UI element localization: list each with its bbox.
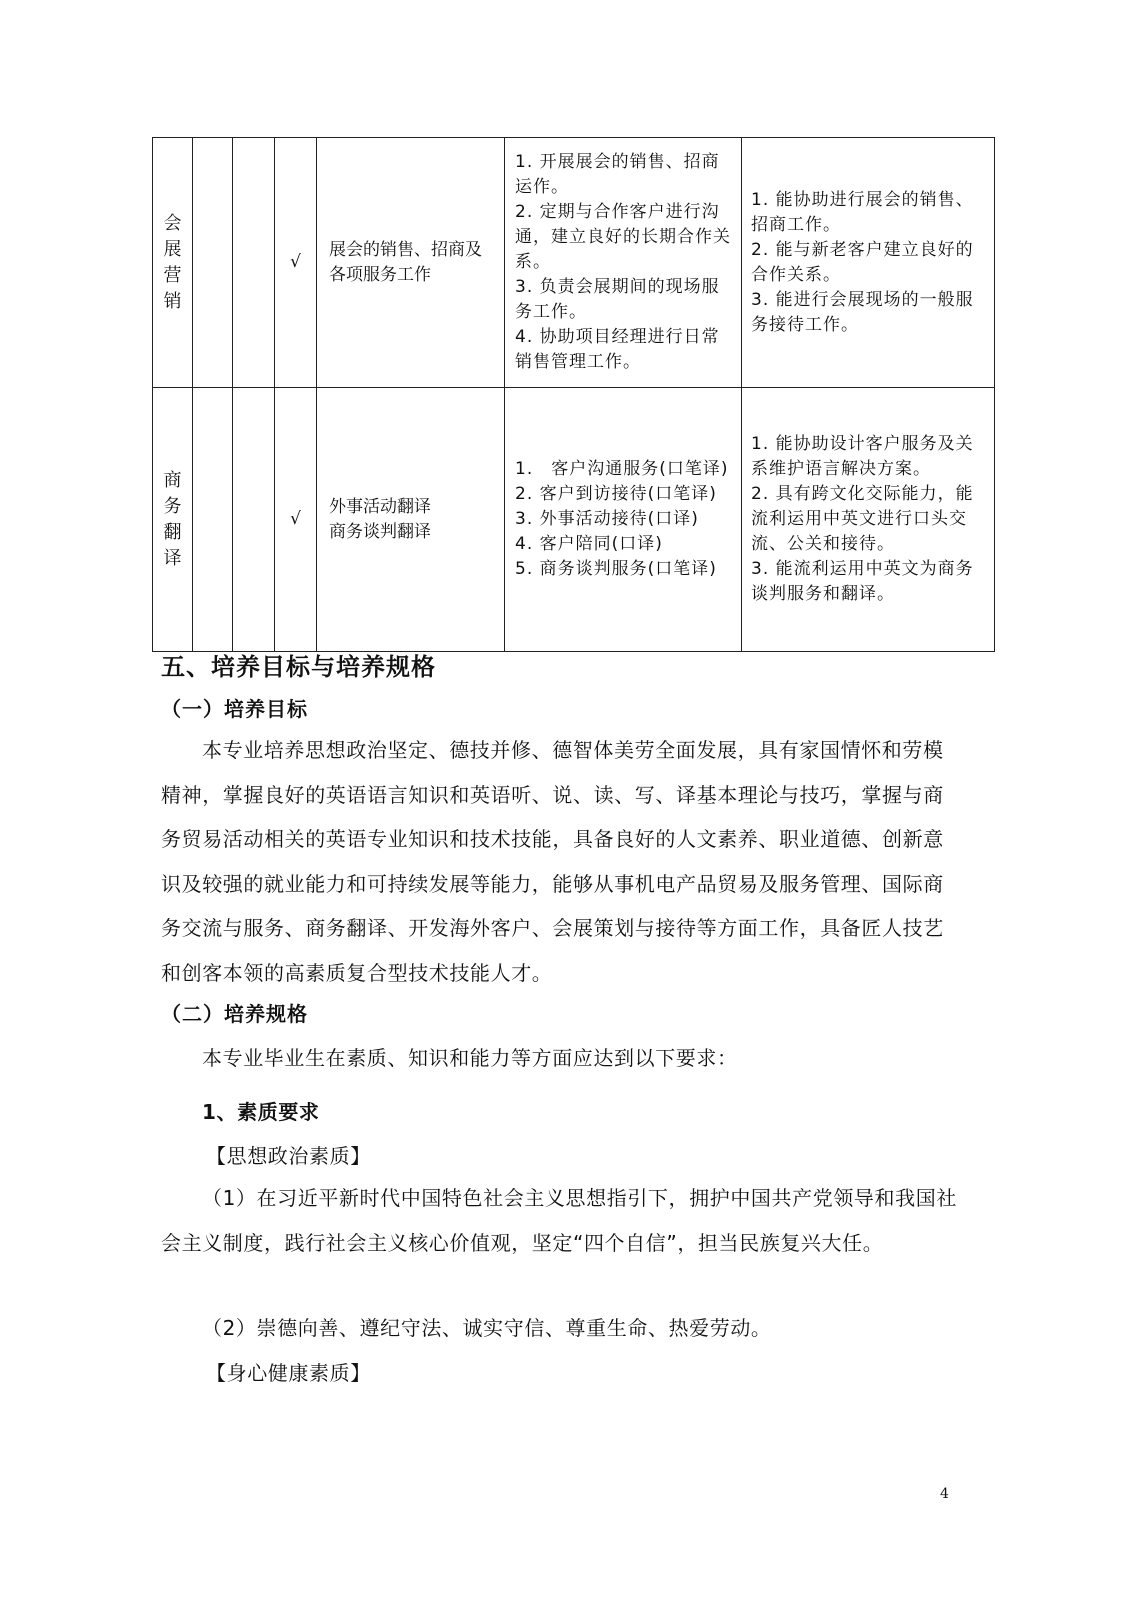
ability-item: 3. 能流利运用中英文为商务谈判服务和翻译。 (751, 559, 974, 604)
empty-cell (233, 388, 275, 652)
section-title: 五、培养目标与培养规格 (161, 653, 436, 681)
page-number: 4 (940, 1486, 949, 1502)
spec-intro: 本专业毕业生在素质、知识和能力等方面应达到以下要求： (202, 1046, 738, 1070)
table-row (153, 388, 995, 652)
category-cell (153, 388, 193, 652)
category-label: 商务翻译 (163, 469, 182, 569)
task-item: 4. 客户陪同(口译) (515, 534, 663, 554)
spec-heading: （二）培养规格 (161, 1002, 308, 1026)
table-row (153, 138, 995, 388)
category-label: 会展营销 (163, 212, 182, 312)
ability-item: 1. 能协助进行展会的销售、招商工作。 (751, 189, 974, 235)
empty-cell (193, 138, 233, 388)
check-mark: √ (275, 388, 317, 652)
task-item: 3. 负责会展期间的现场服务工作。 (515, 277, 720, 322)
task-item: 1. 开展展会的销售、招商运作。 (515, 152, 720, 197)
task-item: 3. 外事活动接待(口译) (515, 509, 699, 529)
goal-paragraph: 本专业培养思想政治坚定、德技并修、德智体美劳全面发展，具有家国情怀和劳模精神，掌握良好的英语语言知识和英语听、说、读、写、译基本理论与技巧，掌握与商务贸易活动相关的英语专业知识和技术技能，具备良好的人文素养、职业道德、创新意识及较强的就业能力和可持续发展等能力，能够从事机电产品贸易及服务管理、国际商务交流与服务、商务翻译、开发海外客户、会展策划与接待等方面工作，具备匠人技艺和创客本领的高素质复合型技术技能人才。 (161, 738, 944, 985)
ideology-heading: 【思想政治素质】 (206, 1144, 371, 1168)
tasks-cell (505, 388, 742, 652)
empty-cell (193, 388, 233, 652)
ability-item: 3. 能进行会展现场的一般服务接待工作。 (751, 289, 974, 335)
tasks-cell (505, 138, 742, 388)
ability-item: 1. 能协助设计客户服务及关系维护语言解决方案。 (751, 434, 974, 479)
task-item: 5. 商务谈判服务(口笔译) (515, 559, 717, 579)
abilities-cell (742, 138, 995, 388)
position-text: 外事活动翻译 商务谈判翻译 (329, 496, 431, 542)
position-cell: 展会的销售、招商及各项服务工作 (317, 138, 505, 388)
item-2: （2）崇德向善、遵纪守法、诚实守信、尊重生命、热爱劳动。 (202, 1316, 772, 1340)
health-heading: 【身心健康素质】 (206, 1361, 371, 1385)
empty-cell (233, 138, 275, 388)
ability-item: 2. 具有跨文化交际能力，能流利运用中英文进行口头交流、公关和接待。 (751, 484, 974, 554)
goal-heading: （一）培养目标 (161, 697, 308, 721)
task-item: 1. 客户沟通服务(口笔译) (515, 459, 729, 479)
position-cell (317, 388, 505, 652)
task-item: 2. 客户到访接待(口笔译) (515, 484, 717, 504)
occupation-table (152, 137, 995, 652)
category-cell (153, 138, 193, 388)
ability-item: 2. 能与新老客户建立良好的合作关系。 (751, 239, 974, 285)
task-item: 2. 定期与合作客户进行沟通，建立良好的长期合作关系。 (515, 202, 731, 272)
check-mark: √ (275, 138, 317, 388)
task-item: 4. 协助项目经理进行日常销售管理工作。 (515, 327, 720, 372)
quality-heading: 1、素质要求 (202, 1100, 320, 1124)
item-1: （1）在习近平新时代中国特色社会主义思想指引下，拥护中国共产党领导和我国社会主义制度，践行社会主义核心价值观，坚定“四个自信”，担当民族复兴大任。 (161, 1186, 957, 1255)
abilities-cell (742, 388, 995, 652)
